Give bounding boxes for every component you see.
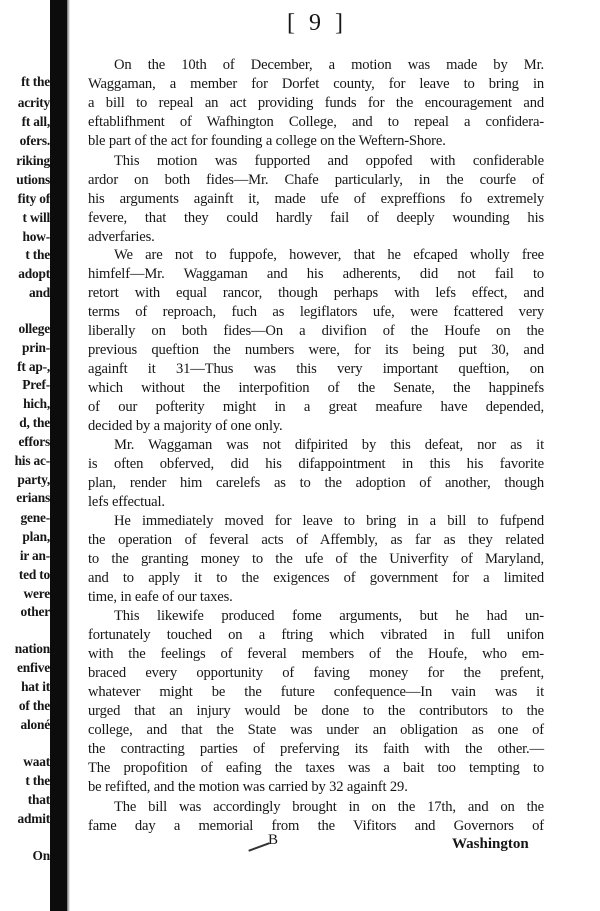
margin-fragment: riking: [16, 153, 50, 168]
margin-fragment: other: [20, 604, 50, 619]
text-line: which without the interpofition of the Senate, the happinefs: [88, 380, 544, 396]
margin-fragment: d, the: [19, 415, 50, 430]
text-line: adverfaries.: [88, 229, 155, 245]
margin-fragment: gene-: [20, 510, 50, 525]
margin-fragment: adopt: [18, 266, 50, 281]
text-line: ble part of the act for founding a college on the Weftern-Shore.: [88, 133, 446, 149]
text-line: of our pofterity might in a great meafure have depended,: [88, 399, 544, 415]
text-line: braced every opportunity of faving money for the prefent,: [88, 665, 544, 681]
text-line: whatever might be the future confequence—In vain was it: [88, 684, 544, 700]
text-line: Waggaman, a member for Dorfet county, for leave to bring in: [88, 76, 544, 92]
text-line: This likewife produced fome arguments, but he had un-: [114, 608, 544, 624]
margin-fragment: fity of: [17, 191, 50, 206]
margin-fragment: utions: [16, 172, 50, 187]
catchword: Washington: [452, 836, 529, 852]
text-line: againft it 31—Thus was this very important queftion, on: [88, 361, 544, 377]
text-line: fame day a memorial from the Vifitors and Governors of: [88, 818, 544, 834]
margin-fragment: plan,: [22, 529, 50, 544]
gutter-shadow: [67, 0, 70, 911]
margin-fragment: erians: [16, 490, 50, 505]
text-line: fortunately touched on a ftring which vibrated in full unifon: [88, 627, 544, 643]
text-line: eftablifhment of Wafhington College, and to repeal a confidera-: [88, 114, 544, 130]
margin-fragment: ofers.: [19, 133, 50, 148]
margin-fragment: On: [32, 848, 50, 863]
text-line: the contracting parties of preferving its faith with the other.—: [88, 741, 544, 757]
text-line: lefs effectual.: [88, 494, 165, 510]
margin-fragment: enfive: [16, 660, 50, 675]
margin-fragment: ir an-: [19, 548, 50, 563]
margin-fragment: ft the: [21, 74, 50, 89]
text-line: with the feelings of feveral members of the Houfe, who em-: [88, 646, 544, 662]
margin-fragment: ted to: [18, 567, 50, 582]
text-line: The bill was accordingly brought in on the 17th, and on the: [114, 799, 544, 815]
margin-fragment: how-: [22, 229, 50, 244]
text-line: The propofition of eafing the taxes was a bait too tempting to: [88, 760, 544, 776]
text-line: ardor on both fides—Mr. Chafe particularly, in the courfe of: [88, 172, 544, 188]
text-line: retort with equal rancor, though perhaps with lefs effect, and: [88, 285, 544, 301]
text-line: urged that an injury would be done to the contributors to the: [88, 703, 544, 719]
margin-fragment: effors: [18, 434, 50, 449]
text-line: plan, render him carelefs as to the adoption of another, though: [88, 475, 544, 491]
margin-fragment: his ac-: [14, 453, 50, 468]
margin-fragment: t the: [25, 247, 50, 262]
margin-fragment: nation: [14, 641, 50, 656]
margin-fragment: t will: [22, 210, 50, 225]
margin-fragment: prin-: [21, 340, 50, 355]
ink-mark: [248, 842, 269, 851]
text-line: fevere, that they could hardly fail of deeply wounding his: [88, 210, 544, 226]
page-number: [ 9 ]: [287, 10, 347, 36]
text-line: This motion was fupported and oppofed with confiderable: [114, 153, 544, 169]
text-line: the operation of feveral acts of Affembly, as far as they related: [88, 532, 544, 548]
text-line: his arguments againft it, made ufe of expreffions fo extremely: [88, 191, 544, 207]
text-line: time, in eafe of our taxes.: [88, 589, 233, 605]
text-line: is often obferved, did his difappointment in this his favorite: [88, 456, 544, 472]
book-gutter: [50, 0, 67, 911]
text-line: a bill to repeal an act providing funds for the encouragement and: [88, 95, 544, 111]
margin-fragment: hat it: [21, 679, 50, 694]
text-line: be refifted, and the motion was carried by 32 againft 29.: [88, 779, 408, 795]
margin-fragment: ft ap-,: [17, 359, 50, 374]
margin-fragment: were: [23, 586, 50, 601]
margin-fragment: ft all,: [21, 114, 50, 129]
signature-mark: B: [268, 832, 279, 848]
margin-fragment: admit: [17, 811, 50, 826]
margin-fragment: ollege: [18, 321, 50, 336]
text-line: himfelf—Mr. Waggaman and his adherents, did not fail to: [88, 266, 544, 282]
margin-fragment: Pref-: [22, 377, 50, 392]
margin-fragment: acrity: [17, 95, 50, 110]
margin-fragment: party,: [17, 472, 50, 487]
margin-fragment: that: [27, 792, 50, 807]
margin-fragment: aloné: [20, 717, 50, 732]
margin-fragment: of the: [18, 698, 50, 713]
text-line: decided by a majority of one only.: [88, 418, 283, 434]
text-line: and to apply it to the exigences of government for a limited: [88, 570, 544, 586]
text-line: college, and that the State was under an obligation as one of: [88, 722, 544, 738]
facing-page-fragment: [0, 0, 50, 911]
margin-fragment: and: [29, 285, 50, 300]
text-line: We are not to fuppofe, however, that he efcaped wholly free: [114, 247, 544, 263]
text-line: liberally on both fides—On a divifion of the Houfe on the: [88, 323, 544, 339]
margin-fragment: waat: [23, 754, 50, 769]
margin-fragment: t the: [25, 773, 50, 788]
text-line: He immediately moved for leave to bring in a bill to fufpend: [114, 513, 544, 529]
text-line: to the granting money to the ufe of the Univerfity of Maryland,: [88, 551, 544, 567]
text-line: previous queftion the numbers were, for its being put 30, and: [88, 342, 544, 358]
text-line: Mr. Waggaman was not difpirited by this defeat, nor as it: [114, 437, 544, 453]
text-line: On the 10th of December, a motion was made by Mr.: [114, 57, 544, 73]
margin-fragment: hich,: [23, 396, 50, 411]
text-line: terms of reproach, fuch as legiflators ufe, were fcattered very: [88, 304, 544, 320]
